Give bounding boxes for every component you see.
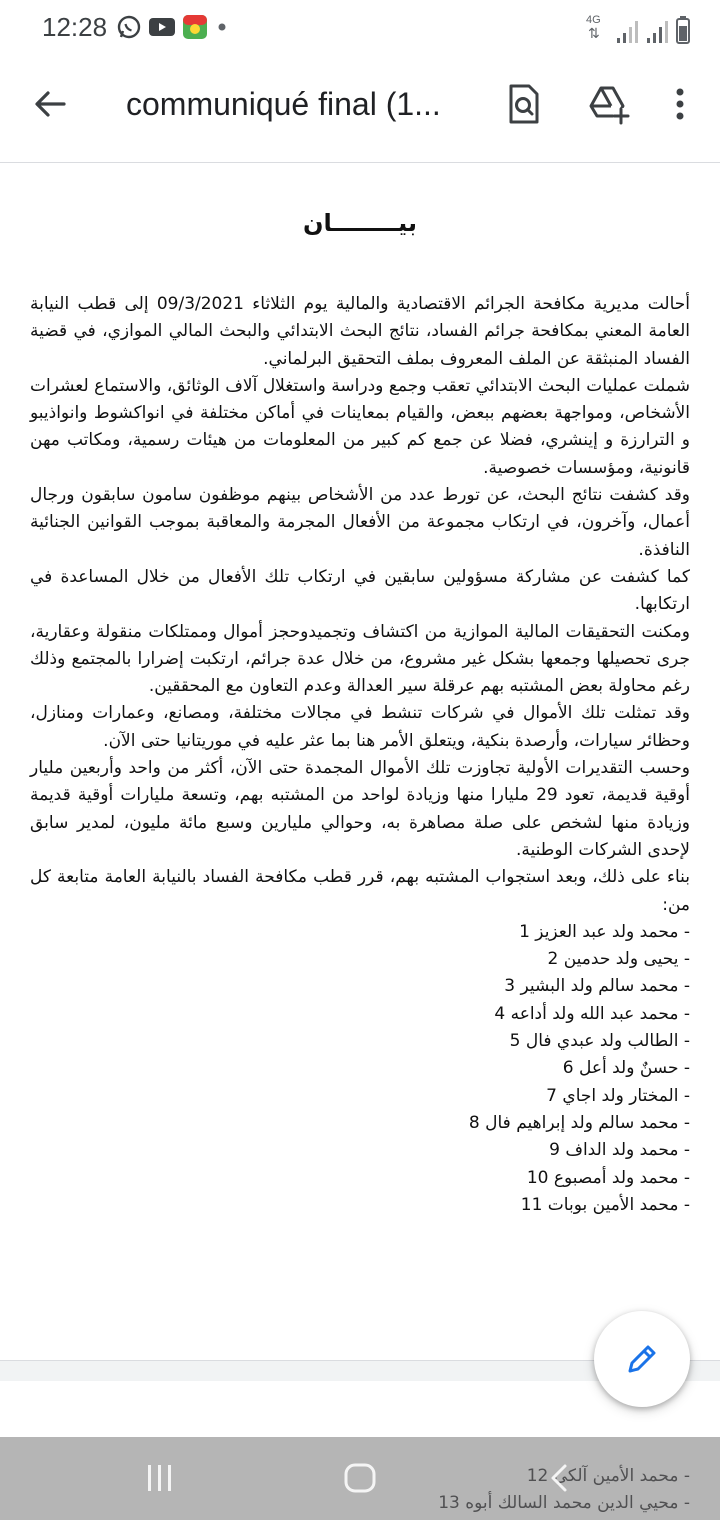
back-icon[interactable]	[543, 1461, 577, 1495]
document-title: communiqué final (1...	[126, 86, 441, 122]
list-item: - المختار ولد اجاي 7	[546, 1085, 690, 1106]
paragraph: بناء على ذلك، وبعد استجواب المشتبه بهم، قرر قطب مكافحة الفساد بالنيابة العامة متابعة كل من:	[30, 867, 690, 915]
back-arrow-icon[interactable]	[30, 84, 70, 124]
list-item: - محمد الأمين بوبات 11	[520, 1194, 690, 1215]
status-system-icons	[586, 14, 690, 44]
list-item: - محمد ولد عبد العزيز 1	[519, 921, 690, 942]
paragraph: كما كشفت عن مشاركة مسؤولين سابقين في ارتكاب تلك الأفعال من خلال المساعدة في ارتكابها.	[30, 566, 690, 615]
whatsapp-icon	[116, 14, 142, 40]
list-item: - يحيى ولد حدمين 2	[547, 949, 690, 970]
network-indicator	[586, 14, 608, 44]
document-body	[30, 291, 690, 1219]
paragraph: وحسب التقديرات الأولية تجاوزت تلك الأموال المجمدة حتى الآن، أكثر من واحد وأربعين مليار أوقية قديمة، تعود 29 مليارا منها وزيادة لواحد من المشتبه بهم، وتسعة مليارات أوقية قديمة وزيادة منها لشخص على صلة مصاهرة به، وحوالي مليارين وسبع مائة مليون، لمدير سابق لإحدى الشركات الوطنية.	[30, 758, 690, 860]
list-item: - حسنٌ ولد أعل 6	[562, 1058, 690, 1079]
document-heading: بيــــــــان	[303, 209, 417, 237]
status-notification-icons	[116, 14, 230, 40]
signal-icon	[646, 18, 668, 44]
edit-pencil-icon	[623, 1340, 661, 1378]
signal-icon	[616, 18, 638, 44]
status-time: 12:28	[42, 12, 108, 42]
paragraph: ومكنت التحقيقات المالية الموازية من اكتشاف وتجميدوحجز أموال وممتلكات منقولة وعقارية، جرى تحصيلها وجمعها بشكل غير مشروع، من خلال عدة جرائم، ارتكبت إضرارا بالمجتمع وذلك رغم محاولة بعض المشتبه بهم عرقلة سير العدالة وعدم التعاون مع المحققين.	[30, 621, 690, 697]
paragraph: شملت عمليات البحث الابتدائي تعقب وجمع ودراسة واستغلال آلاف الوثائق، والاستماع لعشرات الأشخاص، ومواجهة بعضهم ببعض، والقيام بمعاينات في أماكن مختلفة في انواكشوط وانواذيبو و الترارزة و إينشري، فضلا عن جمع كم كبير من المعلومات من هيئات رسمية، ومكاتب مهن قانونية، ومؤسسات خصوصية.	[30, 375, 690, 478]
list-item: - محمد ولد أمصبوع 10	[526, 1167, 690, 1188]
edit-fab[interactable]	[594, 1311, 690, 1407]
list-item: - محمد سالم ولد إبراهيم فال 8	[468, 1112, 690, 1133]
list-item: - محمد ولد الداف 9	[549, 1140, 690, 1161]
battery-icon	[676, 16, 690, 44]
system-navigation-bar	[0, 1437, 720, 1520]
paragraph: أحالت مديرية مكافحة الجرائم الاقتصادية والمالية يوم الثلاثاء 09/3/2021 إلى قطب النيابة العامة المعني بمكافحة جرائم الفساد، نتائج البحث الابتدائي والبحث المالي الموازي، في قضية الفساد المنبثقة عن الملف المعروف بملف التحقيق البرلماني.	[30, 294, 690, 369]
paragraph: وقد كشفت نتائج البحث، عن تورط عدد من الأشخاص بينهم موظفون سامون سابقون ورجال أعمال، وآخرون، في ارتكاب مجموعة من الأفعال المجرمة والمعاقبة بموجب القوانين الجنائية النافذة.	[30, 485, 690, 560]
app-icon	[182, 14, 208, 40]
find-in-document-icon[interactable]	[501, 82, 545, 126]
youtube-icon	[148, 16, 176, 38]
list-item: - محمد عبد الله ولد أداعه 4	[494, 1003, 690, 1024]
recents-icon[interactable]	[143, 1461, 177, 1495]
dot-icon	[214, 19, 230, 35]
more-vert-icon[interactable]	[658, 82, 702, 126]
accused-list	[30, 919, 690, 1219]
app-bar	[0, 58, 720, 163]
document-page[interactable]	[0, 163, 720, 1360]
data-arrows-icon: ⇅	[588, 26, 600, 42]
network-type: 4G	[586, 14, 601, 26]
add-to-drive-icon[interactable]	[586, 82, 630, 126]
status-bar	[0, 0, 720, 58]
home-icon[interactable]	[343, 1461, 377, 1495]
paragraph: وقد تمثلت تلك الأموال في شركات تنشط في مجالات مختلفة، ومصانع، وعمارات ومنازل، وحظائر سيارات، وأرصدة بنكية، ويتعلق الأمر هنا بما عثر عليه في موريتانيا حتى الآن.	[30, 703, 690, 751]
list-item: - محمد سالم ولد البشير 3	[504, 976, 690, 997]
list-item: - الطالب ولد عبدي فال 5	[509, 1031, 690, 1052]
